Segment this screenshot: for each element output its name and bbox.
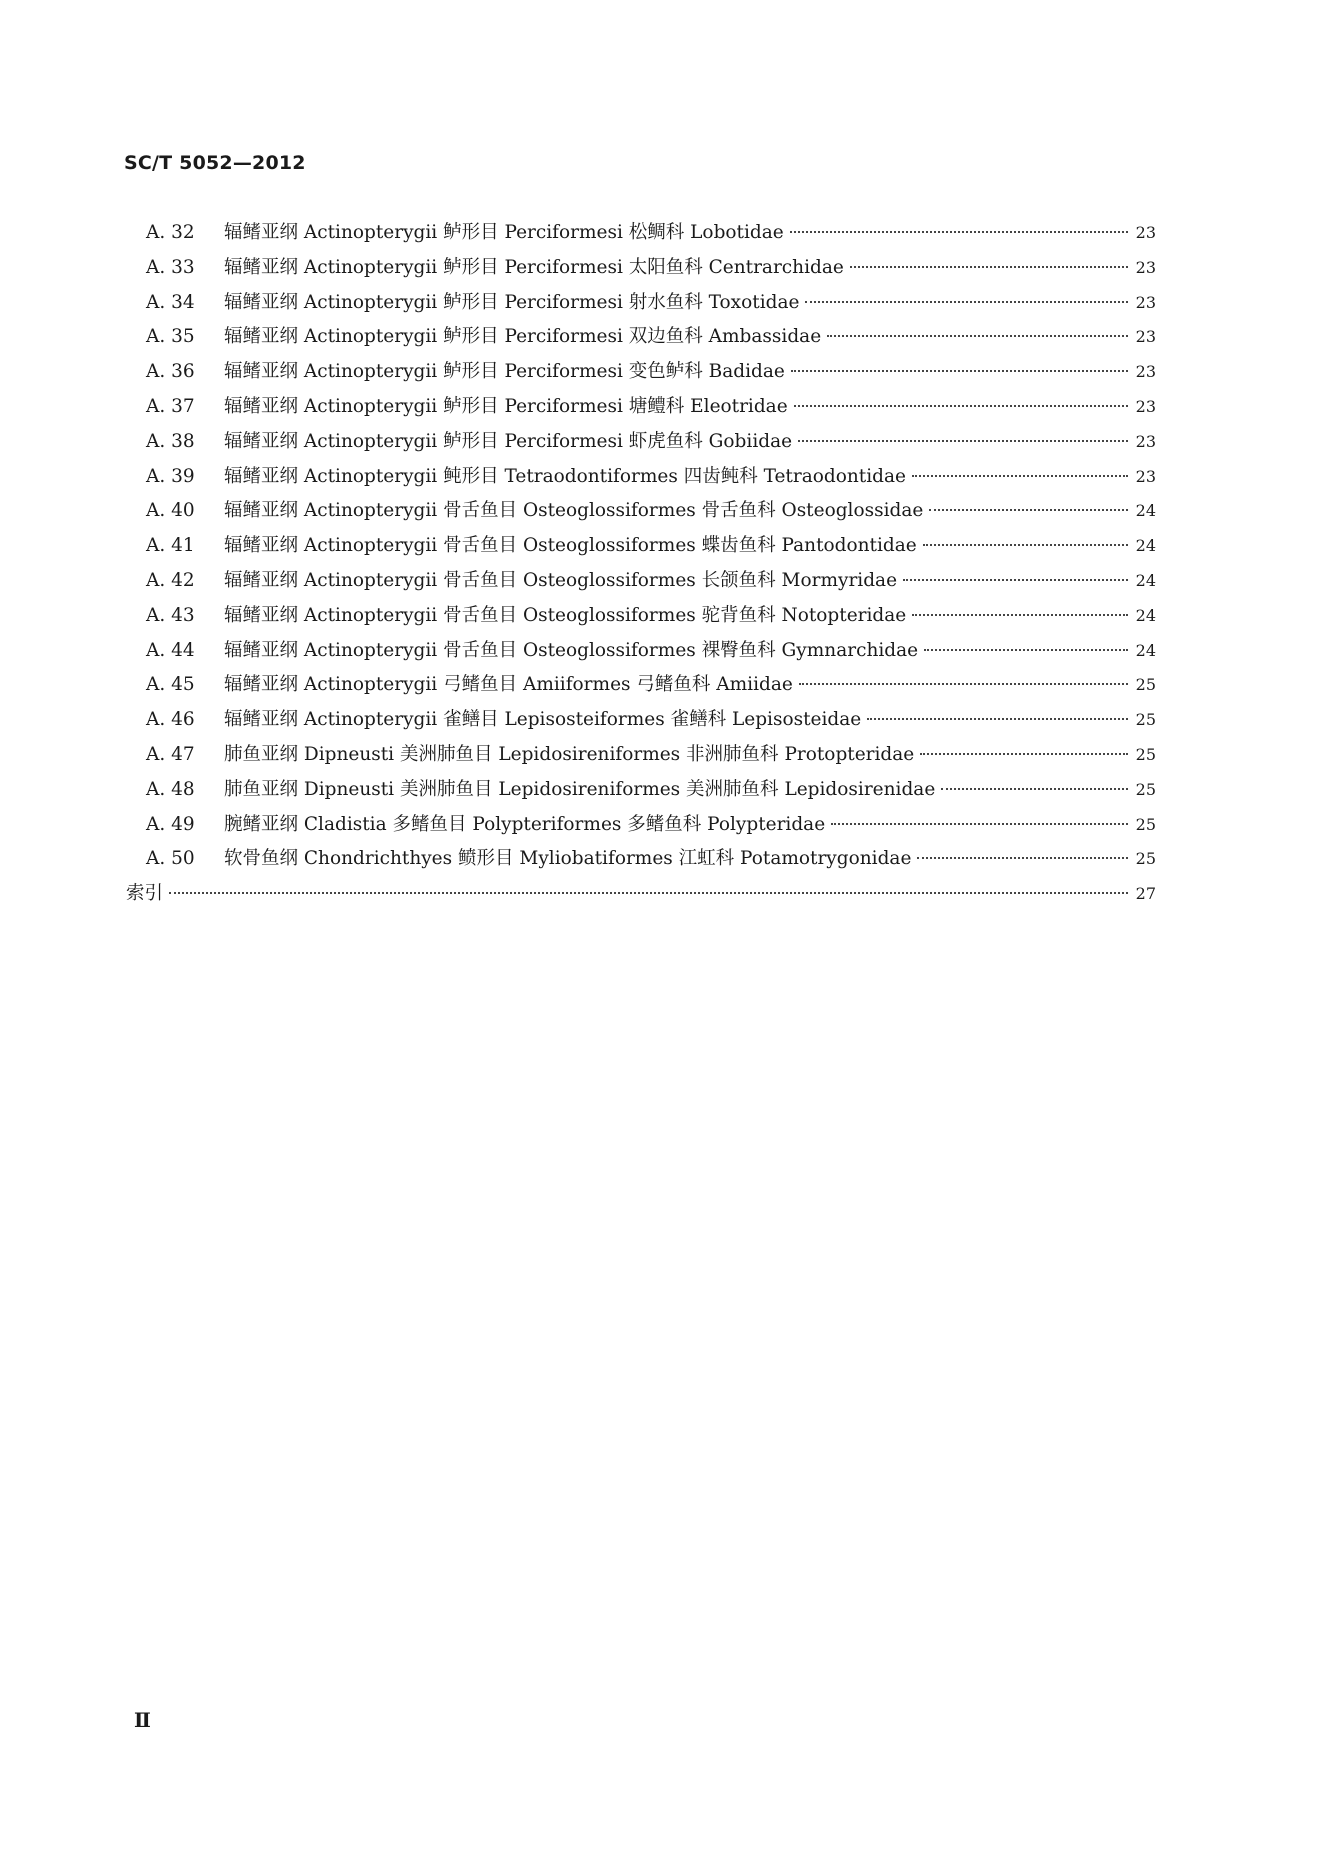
toc-leader-dots bbox=[805, 301, 1128, 303]
toc-entry[interactable] bbox=[126, 253, 1156, 288]
toc-entry[interactable] bbox=[126, 531, 1156, 566]
toc-entry-number: A. 32 bbox=[146, 222, 195, 243]
toc-leader-dots bbox=[920, 753, 1128, 755]
toc-entry[interactable] bbox=[126, 810, 1156, 845]
toc-entry-title: 辐鳍亚纲 Actinopterygii 鲈形目 Perciformesi 太阳鱼科 Centrarchidae bbox=[224, 256, 844, 278]
toc-entry-title: 软骨鱼纲 Chondrichthyes 鲼形目 Myliobatiformes 江虹科 Potamotrygonidae bbox=[224, 848, 912, 870]
toc-leader-dots bbox=[923, 544, 1128, 546]
toc-entry-page: 24 bbox=[1135, 501, 1156, 521]
toc-entry-page: 25 bbox=[1135, 849, 1156, 869]
toc-entry-page: 24 bbox=[1135, 640, 1156, 660]
toc-leader-dots bbox=[798, 440, 1128, 442]
toc-entry-number: A. 44 bbox=[146, 639, 195, 661]
toc-entry[interactable] bbox=[126, 705, 1156, 740]
toc-entry-title: 辐鳍亚纲 Actinopterygii 鲀形目 Tetraodontiformes 四齿鲀科 Tetraodontidae bbox=[224, 465, 906, 487]
toc-entry-number: A. 49 bbox=[146, 813, 195, 835]
toc-entry-number: A. 35 bbox=[146, 326, 195, 348]
toc-entry-title: 肺鱼亚纲 Dipneusti 美洲肺鱼目 Lepidosireniformes 美洲肺鱼科 Lepidosirenidae bbox=[224, 778, 936, 800]
toc-entry[interactable] bbox=[126, 427, 1156, 462]
toc-entry[interactable] bbox=[126, 322, 1156, 357]
toc-entry-page: 24 bbox=[1135, 605, 1156, 625]
toc-entry-number: A. 45 bbox=[146, 674, 195, 696]
toc-entry-index[interactable] bbox=[126, 879, 1156, 914]
toc-leader-dots bbox=[169, 892, 1128, 894]
toc-entry-page: 23 bbox=[1135, 292, 1156, 312]
toc-entry-title: 辐鳍亚纲 Actinopterygii 鲈形目 Perciformesi 射水鱼科 Toxotidae bbox=[224, 291, 800, 313]
toc-entry[interactable] bbox=[126, 218, 1156, 253]
toc-entry-number: A. 40 bbox=[146, 500, 195, 522]
toc-entry-title: 辐鳍亚纲 Actinopterygii 弓鳍鱼目 Amiiformes 弓鳍鱼科 Amiidae bbox=[224, 674, 793, 696]
toc-entry-page: 23 bbox=[1135, 327, 1156, 347]
toc-entry[interactable] bbox=[126, 844, 1156, 879]
toc-leader-dots bbox=[790, 231, 1128, 233]
toc-entry-page: 23 bbox=[1135, 362, 1156, 382]
toc-entry-page: 25 bbox=[1135, 675, 1156, 695]
toc-entry-page: 25 bbox=[1135, 779, 1156, 799]
toc-leader-dots bbox=[917, 857, 1128, 859]
toc-entry-page: 23 bbox=[1135, 431, 1156, 451]
toc-entry-page: 23 bbox=[1135, 257, 1156, 277]
toc-entry[interactable] bbox=[126, 670, 1156, 705]
toc-leader-dots bbox=[799, 683, 1128, 685]
toc-entry[interactable] bbox=[126, 601, 1156, 636]
toc-entry-number: A. 48 bbox=[146, 778, 195, 800]
toc-entry[interactable] bbox=[126, 740, 1156, 775]
toc-leader-dots bbox=[912, 614, 1128, 616]
toc-entry-title: 辐鳍亚纲 Actinopterygii 骨舌鱼目 Osteoglossiformes 蝶齿鱼科 Pantodontidae bbox=[224, 535, 917, 557]
toc-entry-title: 辐鳍亚纲 Actinopterygii 雀鳝目 Lepisosteiformes 雀鳝科 Lepisosteidae bbox=[224, 709, 862, 731]
toc-entry-title: 辐鳍亚纲 Actinopterygii 鲈形目 Perciformesi 变色鲈科 Badidae bbox=[224, 361, 785, 383]
toc-entry-number: A. 38 bbox=[146, 430, 195, 452]
toc-entry-title: 辐鳍亚纲 Actinopterygii 骨舌鱼目 Osteoglossiformes 长颌鱼科 Mormyridae bbox=[224, 569, 898, 591]
toc-leader-dots bbox=[850, 266, 1128, 268]
toc-entry-number: A. 47 bbox=[146, 743, 195, 765]
toc-entry-title: 辐鳍亚纲 Actinopterygii 鲈形目 Perciformesi 松鲷科 Lobotidae bbox=[224, 222, 784, 243]
toc-entry-number: A. 37 bbox=[146, 395, 195, 417]
toc-entry[interactable] bbox=[126, 392, 1156, 427]
toc-entry-number: A. 34 bbox=[146, 291, 195, 313]
toc-entry-title: 辐鳍亚纲 Actinopterygii 鲈形目 Perciformesi 虾虎鱼科 Gobiidae bbox=[224, 430, 793, 452]
toc-leader-dots bbox=[831, 823, 1128, 825]
toc-leader-dots bbox=[794, 405, 1128, 407]
toc-entry-page: 24 bbox=[1135, 570, 1156, 590]
toc-leader-dots bbox=[827, 335, 1128, 337]
toc-entry-number: A. 33 bbox=[146, 256, 195, 278]
toc-entry-number: A. 41 bbox=[146, 535, 195, 557]
toc-entry[interactable] bbox=[126, 357, 1156, 392]
toc-entry[interactable] bbox=[126, 462, 1156, 497]
toc-entry-page: 23 bbox=[1135, 396, 1156, 416]
toc-entry-page: 25 bbox=[1135, 710, 1156, 730]
toc-entry-page: 25 bbox=[1135, 744, 1156, 764]
toc-entry[interactable] bbox=[126, 566, 1156, 601]
toc-entry-number: A. 50 bbox=[146, 848, 195, 870]
toc-entry-page: 23 bbox=[1135, 223, 1156, 242]
toc-leader-dots bbox=[903, 579, 1128, 581]
toc-entry-number: A. 42 bbox=[146, 569, 195, 591]
toc-leader-dots bbox=[912, 475, 1128, 477]
toc-entry-number: A. 36 bbox=[146, 361, 195, 383]
toc-entry-number: A. 43 bbox=[146, 604, 195, 626]
toc-leader-dots bbox=[924, 649, 1128, 651]
toc-entry-page: 24 bbox=[1135, 536, 1156, 556]
toc-entry-title: 索引 bbox=[126, 883, 164, 905]
toc-entry-number: A. 46 bbox=[146, 709, 195, 731]
toc-entry-title: 辐鳍亚纲 Actinopterygii 鲈形目 Perciformesi 塘鳢科 Eleotridae bbox=[224, 395, 788, 417]
toc-entry-page: 27 bbox=[1135, 884, 1156, 904]
toc-entry-title: 辐鳍亚纲 Actinopterygii 骨舌鱼目 Osteoglossiformes 驼背鱼科 Notopteridae bbox=[224, 604, 907, 626]
toc-leader-dots bbox=[867, 718, 1128, 720]
toc-entry-page: 25 bbox=[1135, 814, 1156, 834]
page-number: Ⅱ bbox=[134, 1708, 151, 1732]
toc-entry[interactable] bbox=[126, 288, 1156, 323]
toc-leader-dots bbox=[929, 509, 1128, 511]
toc-entry-number: A. 39 bbox=[146, 465, 195, 487]
toc-entry-title: 腕鳍亚纲 Cladistia 多鳍鱼目 Polypteriformes 多鳍鱼科 Polypteridae bbox=[224, 813, 826, 835]
toc-entry-page: 23 bbox=[1135, 466, 1156, 486]
toc-leader-dots bbox=[791, 370, 1128, 372]
toc-entry-title: 辐鳍亚纲 Actinopterygii 骨舌鱼目 Osteoglossiformes 裸臀鱼科 Gymnarchidae bbox=[224, 639, 919, 661]
toc-entry[interactable] bbox=[126, 496, 1156, 531]
toc-entry-title: 辐鳍亚纲 Actinopterygii 骨舌鱼目 Osteoglossiformes 骨舌鱼科 Osteoglossidae bbox=[224, 500, 924, 522]
table-of-contents bbox=[126, 218, 1156, 914]
toc-entry[interactable] bbox=[126, 636, 1156, 671]
document-code: SC/T 5052—2012 bbox=[124, 152, 306, 174]
toc-entry-title: 辐鳍亚纲 Actinopterygii 鲈形目 Perciformesi 双边鱼科 Ambassidae bbox=[224, 326, 822, 348]
toc-entry[interactable] bbox=[126, 775, 1156, 810]
toc-leader-dots bbox=[941, 788, 1128, 790]
toc-entry-title: 肺鱼亚纲 Dipneusti 美洲肺鱼目 Lepidosireniformes 非洲肺鱼科 Protopteridae bbox=[224, 743, 915, 765]
